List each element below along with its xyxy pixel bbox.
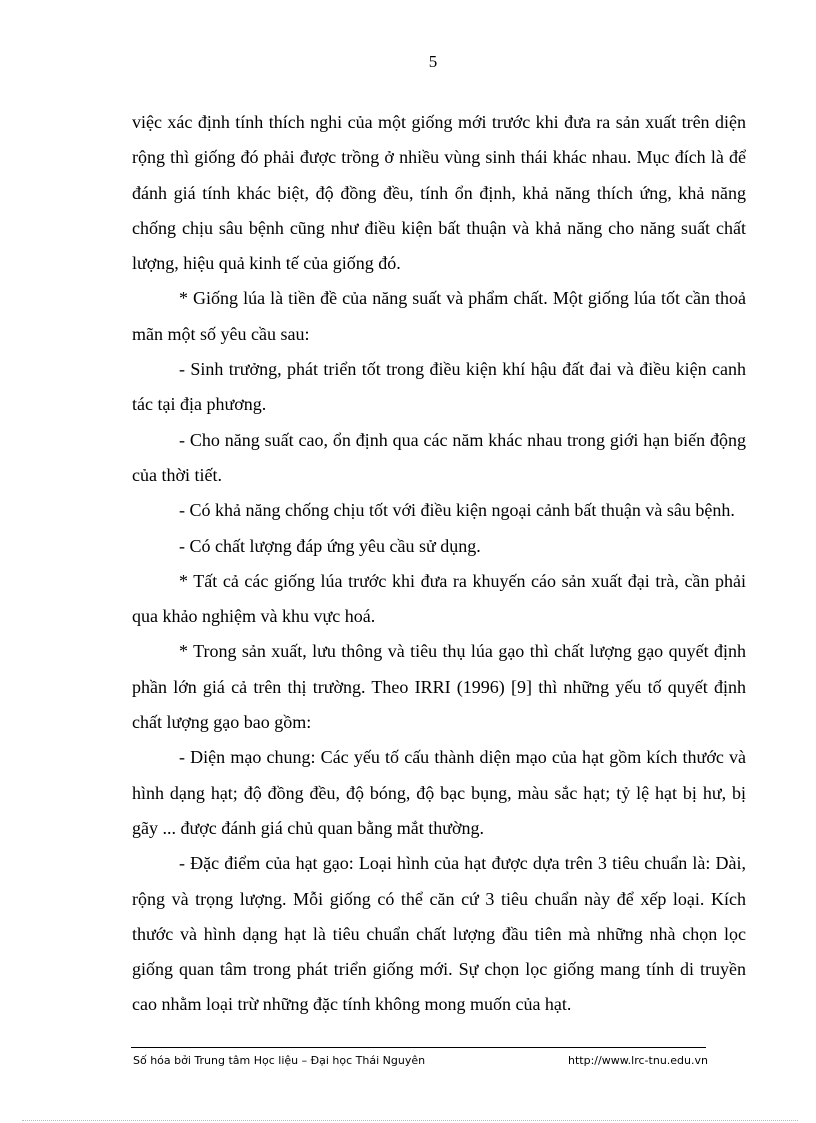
paragraph: - Cho năng suất cao, ổn định qua các năm khác nhau trong giới hạn biến động của thời tiết. (132, 429, 746, 485)
paragraph: - Đặc điểm của hạt gạo: Loại hình của hạt được dựa trên 3 tiêu chuẩn là: Dài, rộng và trọng lượng. Mỗi giống có thể căn cứ 3 tiêu chuẩn này để xếp loại. Kích thước và hình dạng hạt là tiêu chuẩn chất lượng đầu tiên mà những nhà chọn lọc giống quan tâm trong phát triển giống mới. Sự chọn lọc giống mang tính di truyền cao nhằm loại trừ những đặc tính không mong muốn của hạt. (132, 853, 746, 1015)
paragraph: * Trong sản xuất, lưu thông và tiêu thụ lúa gạo thì chất lượng gạo quyết định phần lớn giá cả trên thị trường. Theo IRRI (1996) [9] thì những yếu tố quyết định chất lượng gạo bao gồm: (132, 641, 746, 733)
footer-url: http://www.lrc-tnu.edu.vn (568, 1054, 708, 1067)
paragraph: việc xác định tính thích nghi của một giống mới trước khi đưa ra sản xuất trên diện rộng thì giống đó phải được trồng ở nhiều vùng sinh thái khác nhau. Mục đích là để đánh giá tính khác biệt, độ đồng đều, tính ổn định, khả năng thích ứng, khả năng chống chịu sâu bệnh cũng như điều kiện bất thuận và khả năng cho năng suất chất lượng, hiệu quả kinh tế của giống đó. (132, 112, 746, 274)
paragraph: - Sinh trưởng, phát triển tốt trong điều kiện khí hậu đất đai và điều kiện canh tác tại địa phương. (132, 359, 746, 415)
paragraph: * Giống lúa là tiền đề của năng suất và phẩm chất. Một giống lúa tốt cần thoả mãn một số yêu cầu sau: (132, 288, 746, 344)
page-number: 5 (428, 52, 438, 71)
page-edge-divider (22, 1120, 798, 1121)
paragraph: - Diện mạo chung: Các yếu tố cấu thành diện mạo của hạt gồm kích thước và hình dạng hạt; độ đồng đều, độ bóng, độ bạc bụng, màu sắc hạt; tỷ lệ hạt bị hư, bị gãy ... được đánh giá chủ quan bằng mắt thường. (132, 747, 746, 838)
footer-attribution: Số hóa bởi Trung tâm Học liệu – Đại học Thái Nguyên (133, 1054, 426, 1067)
footer-divider (131, 1047, 706, 1048)
paragraph: * Tất cả các giống lúa trước khi đưa ra khuyến cáo sản xuất đại trà, cần phải qua khảo nghiệm và khu vực hoá. (132, 570, 746, 627)
body-text (132, 105, 746, 1023)
paragraph: - Có chất lượng đáp ứng yêu cầu sử dụng. (179, 535, 481, 556)
paragraph: - Có khả năng chống chịu tốt với điều kiện ngoại cảnh bất thuận và sâu bệnh. (179, 500, 735, 521)
